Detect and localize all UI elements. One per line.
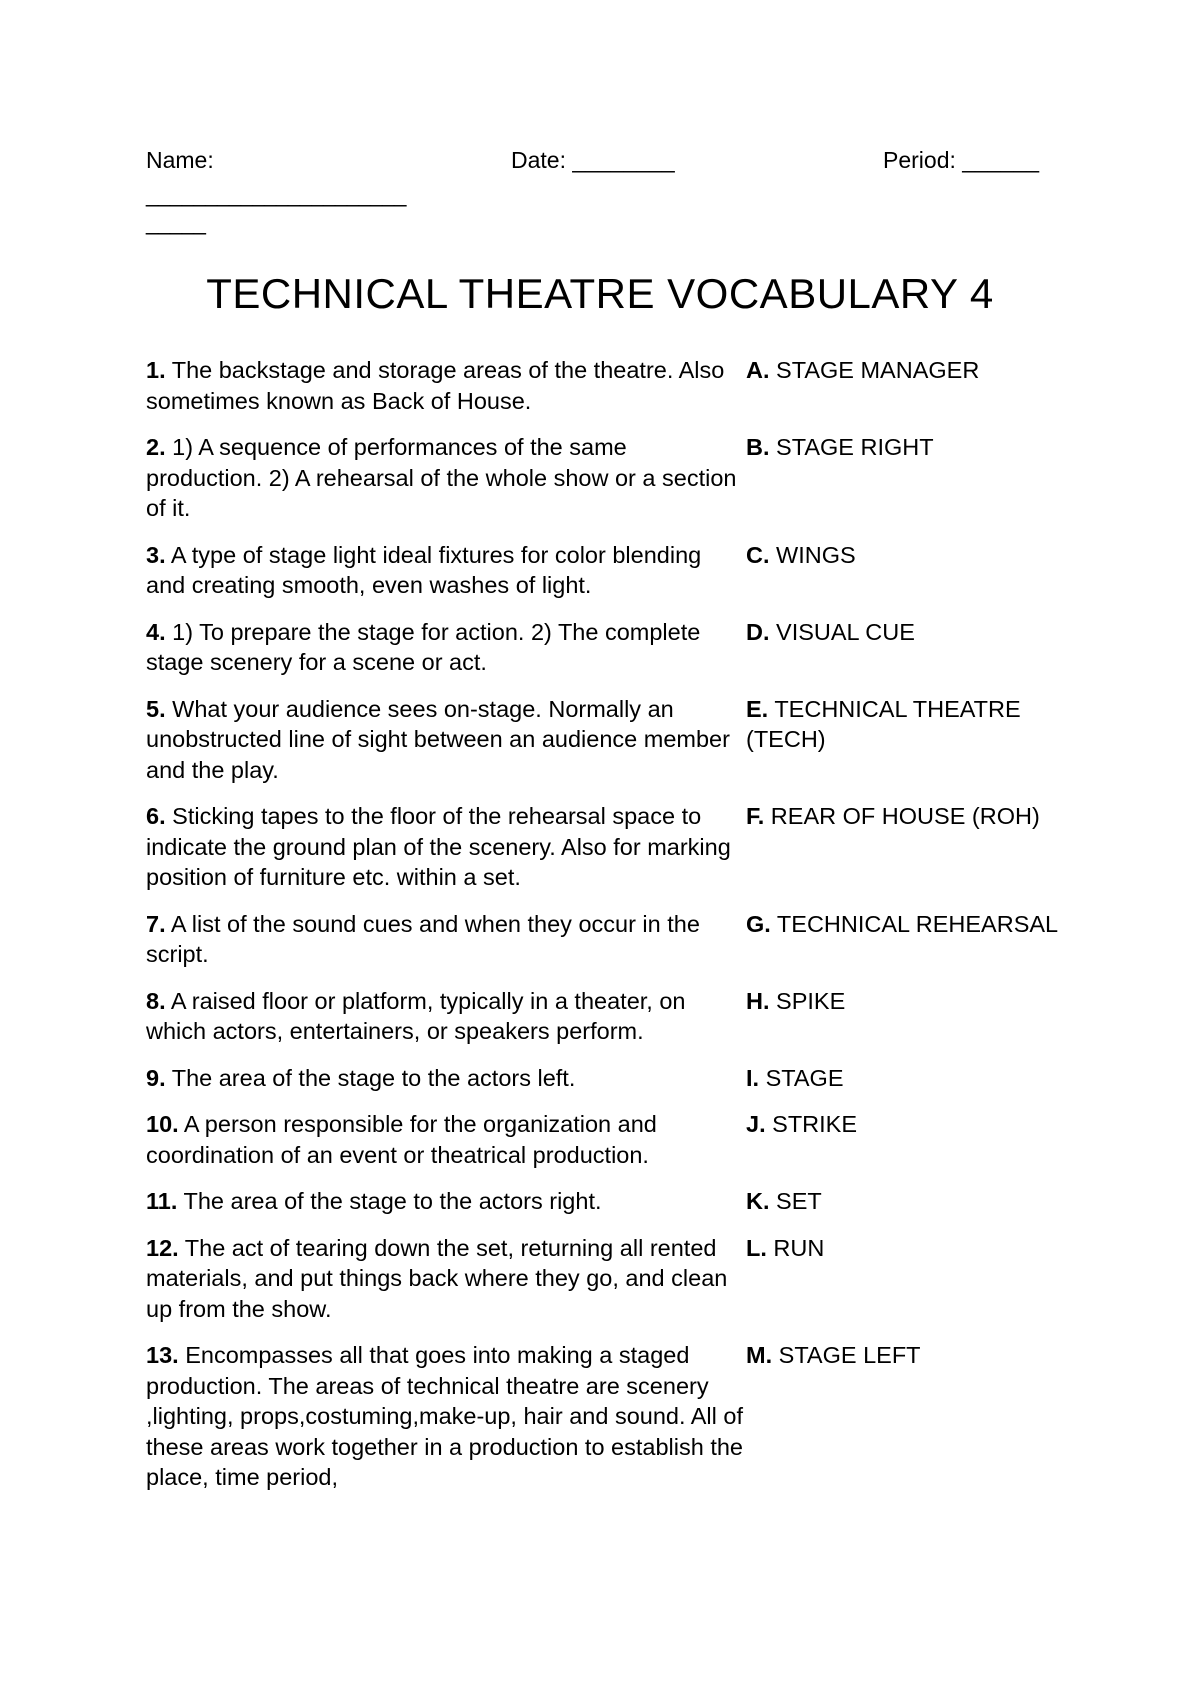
definition-number: 5. <box>146 695 166 722</box>
definition-number: 9. <box>146 1064 166 1091</box>
term-text: STAGE MANAGER <box>769 357 980 383</box>
term-text: SET <box>769 1188 822 1214</box>
term-letter: L. <box>746 1234 767 1261</box>
definition-text: Sticking tapes to the floor of the rehearsal space to indicate the ground plan of the scenery. Also for marking position of furniture etc. within a set. <box>146 803 731 890</box>
term-text: REAR OF HOUSE (ROH) <box>764 803 1040 829</box>
definition-text: 1) To prepare the stage for action. 2) The complete stage scenery for a scene or act. <box>146 618 701 675</box>
definition-text: A type of stage light ideal fixtures for color blending and creating smooth, even washes of light. <box>146 541 702 598</box>
vocab-row-10 <box>146 1109 1076 1170</box>
vocab-row-2 <box>146 432 1076 524</box>
definition-11 <box>146 1186 744 1217</box>
term-b <box>746 432 1076 463</box>
definition-text: What your audience sees on-stage. Normally an unobstructed line of sight between an audience member and the play. <box>146 695 730 783</box>
term-j <box>746 1109 1076 1140</box>
definition-10 <box>146 1109 744 1170</box>
vocabulary-list <box>146 355 1076 1509</box>
definition-text: Encompasses all that goes into making a staged production. The areas of technical theatre are scenery ,lighting, props,costuming,make-up, hair and sound. All of these areas work together in a production to establish the place, time period, <box>146 1342 744 1490</box>
term-letter: D. <box>746 618 770 645</box>
term-l <box>746 1233 1076 1264</box>
term-text: RUN <box>766 1234 825 1261</box>
vocab-row-5 <box>146 694 1076 786</box>
term-i <box>746 1063 1076 1094</box>
definition-number: 11. <box>146 1188 178 1214</box>
term-m <box>746 1340 1076 1371</box>
definition-text: The backstage and storage areas of the theatre. Also sometimes known as Back of House. <box>146 357 725 414</box>
vocab-row-6 <box>146 801 1076 893</box>
period-field: Period: ______ <box>883 147 1040 173</box>
vocab-row-4 <box>146 617 1076 678</box>
term-text: TECHNICAL REHEARSAL <box>770 910 1059 937</box>
definition-number: 1. <box>146 357 166 383</box>
definition-number: 13. <box>146 1342 179 1368</box>
name-blank-line-continued: _____ <box>146 209 205 235</box>
definition-number: 7. <box>146 910 166 937</box>
definition-text: The area of the stage to the actors right. <box>177 1188 602 1214</box>
definition-number: 10. <box>146 1111 179 1137</box>
worksheet-title: TECHNICAL THEATRE VOCABULARY 4 <box>206 270 994 317</box>
term-letter: H. <box>746 987 770 1014</box>
term-letter: B. <box>746 434 770 460</box>
definition-13 <box>146 1340 744 1493</box>
term-text: SPIKE <box>769 987 846 1014</box>
term-text: STRIKE <box>765 1111 858 1137</box>
name-label: Name: <box>146 147 214 173</box>
term-letter: A. <box>746 357 770 383</box>
term-c <box>746 540 1076 571</box>
term-letter: J. <box>746 1111 766 1137</box>
definition-number: 12. <box>146 1234 179 1261</box>
term-letter: M. <box>746 1342 773 1368</box>
definition-number: 2. <box>146 434 166 460</box>
name-blank-line: ______________________ <box>146 181 406 207</box>
definition-4 <box>146 617 744 678</box>
term-text: TECHNICAL THEATRE (TECH) <box>746 695 1021 752</box>
definition-text: A list of the sound cues and when they occur in the script. <box>146 910 700 967</box>
definition-text: 1) A sequence of performances of the same production. 2) A rehearsal of the whole show or a section of it. <box>146 434 737 521</box>
definition-text: A raised floor or platform, typically in a theater, on which actors, entertainers, or speakers perform. <box>146 987 686 1044</box>
vocab-row-12 <box>146 1233 1076 1325</box>
definition-number: 4. <box>146 618 166 645</box>
term-text: STAGE <box>759 1064 844 1091</box>
definition-12 <box>146 1233 744 1325</box>
vocab-row-11 <box>146 1186 1076 1217</box>
definition-1 <box>146 355 744 416</box>
term-text: VISUAL CUE <box>769 618 915 645</box>
vocab-row-3 <box>146 540 1076 601</box>
term-h <box>746 986 1076 1017</box>
term-letter: E. <box>746 695 769 722</box>
term-text: STAGE RIGHT <box>769 434 934 460</box>
term-f <box>746 801 1076 832</box>
vocab-row-13 <box>146 1340 1076 1493</box>
term-g <box>746 909 1076 940</box>
definition-2 <box>146 432 744 524</box>
definition-9 <box>146 1063 744 1094</box>
term-letter: C. <box>746 541 770 568</box>
definition-text: The act of tearing down the set, returning all rented materials, and put things back where they go, and clean up from the show. <box>146 1234 728 1322</box>
vocab-row-7 <box>146 909 1076 970</box>
vocab-row-8 <box>146 986 1076 1047</box>
vocab-row-9 <box>146 1063 1076 1094</box>
term-letter: G. <box>746 910 771 937</box>
definition-number: 6. <box>146 803 166 829</box>
date-field: Date: ________ <box>511 147 675 173</box>
term-letter: K. <box>746 1188 770 1214</box>
definition-number: 3. <box>146 541 166 568</box>
definition-8 <box>146 986 744 1047</box>
term-e <box>746 694 1076 755</box>
term-a <box>746 355 1076 386</box>
term-letter: I. <box>746 1064 760 1091</box>
definition-6 <box>146 801 744 893</box>
definition-text: The area of the stage to the actors left. <box>165 1064 576 1091</box>
definition-text: A person responsible for the organization and coordination of an event or theatrical production. <box>146 1111 657 1168</box>
term-text: STAGE LEFT <box>772 1342 921 1368</box>
vocab-row-1 <box>146 355 1076 416</box>
definition-number: 8. <box>146 987 166 1014</box>
term-d <box>746 617 1076 648</box>
term-text: WINGS <box>769 541 856 568</box>
term-k <box>746 1186 1076 1217</box>
definition-5 <box>146 694 744 786</box>
term-letter: F. <box>746 803 765 829</box>
definition-3 <box>146 540 744 601</box>
definition-7 <box>146 909 744 970</box>
